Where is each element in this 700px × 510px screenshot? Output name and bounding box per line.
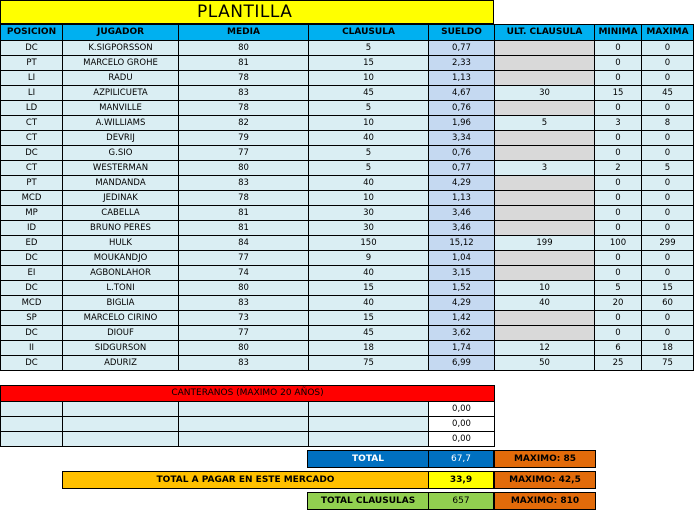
- player-minima[interactable]: 3: [595, 116, 642, 131]
- player-media[interactable]: 81: [179, 206, 309, 221]
- player-jugador[interactable]: BRUNO PERES: [63, 221, 179, 236]
- player-clausula[interactable]: 45: [309, 326, 429, 341]
- player-media[interactable]: 77: [179, 146, 309, 161]
- player-maxima[interactable]: 60: [642, 296, 694, 311]
- player-clausula[interactable]: 15: [309, 281, 429, 296]
- canteranos-table: [0, 385, 495, 447]
- player-media[interactable]: 73: [179, 311, 309, 326]
- player-clausula[interactable]: 15: [309, 56, 429, 71]
- player-sueldo[interactable]: 3,46: [429, 221, 495, 236]
- header-clausula[interactable]: CLAUSULA: [309, 25, 429, 41]
- player-maxima[interactable]: 45: [642, 86, 694, 101]
- player-sueldo[interactable]: 3,34: [429, 131, 495, 146]
- player-ult-clausula[interactable]: [495, 176, 595, 191]
- player-media[interactable]: 80: [179, 281, 309, 296]
- player-clausula[interactable]: 5: [309, 146, 429, 161]
- player-maxima[interactable]: 0: [642, 221, 694, 236]
- player-sueldo[interactable]: 6,99: [429, 356, 495, 371]
- player-minima[interactable]: 6: [595, 341, 642, 356]
- player-maxima[interactable]: 0: [642, 266, 694, 281]
- player-ult-clausula[interactable]: 5: [495, 116, 595, 131]
- canteranos-row: [1, 402, 495, 417]
- canteranos-row: [1, 417, 495, 432]
- player-jugador[interactable]: MARCELO GROHE: [63, 56, 179, 71]
- player-media[interactable]: 82: [179, 116, 309, 131]
- table-row: [1, 176, 694, 191]
- player-posicion[interactable]: CT: [1, 161, 63, 176]
- player-maxima[interactable]: 0: [642, 311, 694, 326]
- player-posicion[interactable]: DC: [1, 146, 63, 161]
- player-media[interactable]: 74: [179, 266, 309, 281]
- player-jugador[interactable]: A.WILLIAMS: [63, 116, 179, 131]
- player-sueldo[interactable]: 1,13: [429, 191, 495, 206]
- player-media[interactable]: 83: [179, 86, 309, 101]
- table-row: [1, 41, 694, 56]
- player-sueldo[interactable]: 0,76: [429, 146, 495, 161]
- canteranos-cell[interactable]: [309, 417, 429, 432]
- sheet-title: [0, 0, 494, 24]
- player-posicion[interactable]: LI: [1, 86, 63, 101]
- player-sueldo[interactable]: 4,29: [429, 176, 495, 191]
- player-jugador[interactable]: MANDANDA: [63, 176, 179, 191]
- player-sueldo[interactable]: 1,52: [429, 281, 495, 296]
- table-row: [1, 206, 694, 221]
- player-clausula[interactable]: 30: [309, 221, 429, 236]
- player-jugador[interactable]: K.SIGPORSSON: [63, 41, 179, 56]
- table-row: [1, 116, 694, 131]
- player-ult-clausula[interactable]: [495, 221, 595, 236]
- player-media[interactable]: 78: [179, 101, 309, 116]
- player-clausula[interactable]: 45: [309, 86, 429, 101]
- player-clausula[interactable]: 9: [309, 251, 429, 266]
- player-maxima[interactable]: 0: [642, 176, 694, 191]
- player-minima[interactable]: 0: [595, 176, 642, 191]
- player-sueldo[interactable]: 3,62: [429, 326, 495, 341]
- canteranos-cell[interactable]: [309, 432, 429, 447]
- total-max: MAXIMO: 85: [494, 450, 596, 468]
- player-maxima[interactable]: 0: [642, 251, 694, 266]
- player-posicion[interactable]: LD: [1, 101, 63, 116]
- player-clausula[interactable]: 10: [309, 71, 429, 86]
- player-maxima[interactable]: 0: [642, 131, 694, 146]
- player-minima[interactable]: 0: [595, 131, 642, 146]
- player-maxima[interactable]: 18: [642, 341, 694, 356]
- player-posicion[interactable]: EI: [1, 266, 63, 281]
- player-minima[interactable]: 0: [595, 101, 642, 116]
- player-minima[interactable]: 20: [595, 296, 642, 311]
- table-row: [1, 311, 694, 326]
- player-jugador[interactable]: MOUKANDJO: [63, 251, 179, 266]
- pagar-label: TOTAL A PAGAR EN ESTE MERCADO: [62, 471, 429, 489]
- header-sueldo[interactable]: SUELDO: [429, 25, 495, 41]
- player-clausula[interactable]: 5: [309, 41, 429, 56]
- player-ult-clausula[interactable]: 12: [495, 341, 595, 356]
- player-ult-clausula[interactable]: [495, 266, 595, 281]
- clausulas-max: MAXIMO: 810: [494, 492, 596, 510]
- canteranos-cell[interactable]: [179, 432, 309, 447]
- player-jugador[interactable]: CABELLA: [63, 206, 179, 221]
- player-maxima[interactable]: 5: [642, 161, 694, 176]
- table-row: [1, 101, 694, 116]
- player-clausula[interactable]: 5: [309, 161, 429, 176]
- player-media[interactable]: 81: [179, 56, 309, 71]
- player-minima[interactable]: 5: [595, 281, 642, 296]
- player-ult-clausula[interactable]: [495, 191, 595, 206]
- sheet-title-text: PLANTILLA: [197, 2, 293, 22]
- player-posicion[interactable]: MP: [1, 206, 63, 221]
- player-minima[interactable]: 0: [595, 311, 642, 326]
- player-posicion[interactable]: ID: [1, 221, 63, 236]
- player-maxima[interactable]: 299: [642, 236, 694, 251]
- player-minima[interactable]: 0: [595, 221, 642, 236]
- player-minima[interactable]: 0: [595, 266, 642, 281]
- player-jugador[interactable]: BIGLIA: [63, 296, 179, 311]
- player-ult-clausula[interactable]: [495, 56, 595, 71]
- player-sueldo[interactable]: 1,96: [429, 116, 495, 131]
- player-minima[interactable]: 0: [595, 56, 642, 71]
- header-media[interactable]: MEDIA: [179, 25, 309, 41]
- pagar-value[interactable]: 33,9: [428, 471, 494, 489]
- player-posicion[interactable]: ED: [1, 236, 63, 251]
- player-media[interactable]: 80: [179, 41, 309, 56]
- player-minima[interactable]: 0: [595, 326, 642, 341]
- player-sueldo[interactable]: 4,67: [429, 86, 495, 101]
- player-ult-clausula[interactable]: [495, 131, 595, 146]
- player-sueldo[interactable]: 1,42: [429, 311, 495, 326]
- player-ult-clausula[interactable]: [495, 146, 595, 161]
- player-media[interactable]: 80: [179, 341, 309, 356]
- canteranos-sueldo[interactable]: 0,00: [429, 402, 495, 417]
- player-posicion[interactable]: PT: [1, 176, 63, 191]
- player-sueldo[interactable]: 1,04: [429, 251, 495, 266]
- table-row: [1, 161, 694, 176]
- header-maxima[interactable]: MAXIMA: [642, 25, 694, 41]
- player-clausula[interactable]: 75: [309, 356, 429, 371]
- canteranos-cell[interactable]: [63, 417, 179, 432]
- player-minima[interactable]: 0: [595, 251, 642, 266]
- player-ult-clausula[interactable]: 30: [495, 86, 595, 101]
- player-minima[interactable]: 0: [595, 191, 642, 206]
- player-clausula[interactable]: 30: [309, 206, 429, 221]
- player-sueldo[interactable]: 1,74: [429, 341, 495, 356]
- player-posicion[interactable]: LI: [1, 71, 63, 86]
- player-maxima[interactable]: 0: [642, 326, 694, 341]
- canteranos-cell[interactable]: [1, 402, 63, 417]
- canteranos-sueldo[interactable]: 0,00: [429, 432, 495, 447]
- player-clausula[interactable]: 150: [309, 236, 429, 251]
- player-maxima[interactable]: 0: [642, 71, 694, 86]
- player-posicion[interactable]: CT: [1, 116, 63, 131]
- player-posicion[interactable]: MCD: [1, 191, 63, 206]
- player-jugador[interactable]: JEDINAK: [63, 191, 179, 206]
- player-ult-clausula[interactable]: 50: [495, 356, 595, 371]
- player-posicion[interactable]: SP: [1, 311, 63, 326]
- canteranos-cell[interactable]: [179, 402, 309, 417]
- player-clausula[interactable]: 15: [309, 311, 429, 326]
- table-row: [1, 71, 694, 86]
- canteranos-cell[interactable]: [1, 417, 63, 432]
- clausulas-value[interactable]: 657: [428, 492, 494, 510]
- total-value[interactable]: 67,7: [428, 450, 494, 468]
- player-media[interactable]: 78: [179, 191, 309, 206]
- player-ult-clausula[interactable]: [495, 311, 595, 326]
- player-sueldo[interactable]: 2,33: [429, 56, 495, 71]
- player-minima[interactable]: 25: [595, 356, 642, 371]
- player-clausula[interactable]: 40: [309, 296, 429, 311]
- table-row: [1, 221, 694, 236]
- canteranos-cell[interactable]: [1, 432, 63, 447]
- player-jugador[interactable]: AGBONLAHOR: [63, 266, 179, 281]
- table-row: [1, 191, 694, 206]
- player-minima[interactable]: 2: [595, 161, 642, 176]
- player-posicion[interactable]: DC: [1, 356, 63, 371]
- player-jugador[interactable]: SIDGURSON: [63, 341, 179, 356]
- header-posicion[interactable]: POSICION: [1, 25, 63, 41]
- player-clausula[interactable]: 40: [309, 176, 429, 191]
- player-posicion[interactable]: DC: [1, 251, 63, 266]
- total-label: TOTAL: [307, 450, 429, 468]
- player-media[interactable]: 77: [179, 251, 309, 266]
- player-jugador[interactable]: WESTERMAN: [63, 161, 179, 176]
- player-minima[interactable]: 15: [595, 86, 642, 101]
- canteranos-title: CANTERANOS (MAXIMO 20 AÑOS): [1, 386, 495, 402]
- player-ult-clausula[interactable]: 3: [495, 161, 595, 176]
- canteranos-cell[interactable]: [63, 432, 179, 447]
- player-sueldo[interactable]: 3,46: [429, 206, 495, 221]
- table-row: [1, 56, 694, 71]
- player-ult-clausula[interactable]: 10: [495, 281, 595, 296]
- player-maxima[interactable]: 8: [642, 116, 694, 131]
- squad-table: [0, 24, 694, 371]
- player-maxima[interactable]: 0: [642, 101, 694, 116]
- table-row: [1, 131, 694, 146]
- player-jugador[interactable]: G.SIO: [63, 146, 179, 161]
- player-jugador[interactable]: MARCELO CIRINO: [63, 311, 179, 326]
- player-jugador[interactable]: MANVILLE: [63, 101, 179, 116]
- table-row: [1, 326, 694, 341]
- player-media[interactable]: 84: [179, 236, 309, 251]
- player-maxima[interactable]: 0: [642, 206, 694, 221]
- player-ult-clausula[interactable]: [495, 71, 595, 86]
- player-sueldo[interactable]: 15,12: [429, 236, 495, 251]
- player-media[interactable]: 83: [179, 296, 309, 311]
- player-posicion[interactable]: DC: [1, 281, 63, 296]
- player-minima[interactable]: 0: [595, 41, 642, 56]
- player-ult-clausula[interactable]: 199: [495, 236, 595, 251]
- player-jugador[interactable]: AZPILICUETA: [63, 86, 179, 101]
- player-ult-clausula[interactable]: [495, 326, 595, 341]
- player-maxima[interactable]: 0: [642, 191, 694, 206]
- player-sueldo[interactable]: 0,77: [429, 41, 495, 56]
- player-clausula[interactable]: 40: [309, 266, 429, 281]
- player-ult-clausula[interactable]: [495, 206, 595, 221]
- player-minima[interactable]: 0: [595, 71, 642, 86]
- table-row: [1, 146, 694, 161]
- player-sueldo[interactable]: 4,29: [429, 296, 495, 311]
- player-ult-clausula[interactable]: [495, 41, 595, 56]
- player-posicion[interactable]: DC: [1, 41, 63, 56]
- player-clausula[interactable]: 10: [309, 191, 429, 206]
- player-maxima[interactable]: 0: [642, 146, 694, 161]
- canteranos-sueldo[interactable]: 0,00: [429, 417, 495, 432]
- player-maxima[interactable]: 0: [642, 41, 694, 56]
- header-minima[interactable]: MINIMA: [595, 25, 642, 41]
- player-clausula[interactable]: 10: [309, 116, 429, 131]
- header-jugador[interactable]: JUGADOR: [63, 25, 179, 41]
- player-media[interactable]: 78: [179, 71, 309, 86]
- player-media[interactable]: 81: [179, 221, 309, 236]
- player-maxima[interactable]: 75: [642, 356, 694, 371]
- clausulas-label: TOTAL CLAUSULAS: [307, 492, 429, 510]
- canteranos-row: [1, 432, 495, 447]
- player-clausula[interactable]: 18: [309, 341, 429, 356]
- player-ult-clausula[interactable]: [495, 101, 595, 116]
- player-media[interactable]: 79: [179, 131, 309, 146]
- player-media[interactable]: 83: [179, 176, 309, 191]
- player-jugador[interactable]: L.TONI: [63, 281, 179, 296]
- player-clausula[interactable]: 40: [309, 131, 429, 146]
- header-ult-clausula[interactable]: ULT. CLAUSULA: [495, 25, 595, 41]
- player-jugador[interactable]: DIOUF: [63, 326, 179, 341]
- player-sueldo[interactable]: 3,15: [429, 266, 495, 281]
- table-row: [1, 341, 694, 356]
- player-jugador[interactable]: RADU: [63, 71, 179, 86]
- table-row: [1, 296, 694, 311]
- player-maxima[interactable]: 15: [642, 281, 694, 296]
- canteranos-header-row: [1, 386, 495, 402]
- player-jugador[interactable]: DEVRIJ: [63, 131, 179, 146]
- player-sueldo[interactable]: 1,13: [429, 71, 495, 86]
- player-posicion[interactable]: II: [1, 341, 63, 356]
- player-maxima[interactable]: 0: [642, 56, 694, 71]
- canteranos-cell[interactable]: [63, 402, 179, 417]
- player-media[interactable]: 80: [179, 161, 309, 176]
- table-row: [1, 236, 694, 251]
- pagar-max: MAXIMO: 42,5: [494, 471, 596, 489]
- table-row: [1, 281, 694, 296]
- player-ult-clausula[interactable]: [495, 251, 595, 266]
- player-posicion[interactable]: MCD: [1, 296, 63, 311]
- player-ult-clausula[interactable]: 40: [495, 296, 595, 311]
- table-row: [1, 86, 694, 101]
- table-row: [1, 251, 694, 266]
- table-row: [1, 266, 694, 281]
- player-minima[interactable]: 100: [595, 236, 642, 251]
- header-row: [1, 25, 694, 41]
- player-sueldo[interactable]: 0,77: [429, 161, 495, 176]
- player-minima[interactable]: 0: [595, 146, 642, 161]
- player-posicion[interactable]: DC: [1, 326, 63, 341]
- player-media[interactable]: 83: [179, 356, 309, 371]
- canteranos-cell[interactable]: [309, 402, 429, 417]
- player-posicion[interactable]: PT: [1, 56, 63, 71]
- player-jugador[interactable]: HULK: [63, 236, 179, 251]
- player-sueldo[interactable]: 0,76: [429, 101, 495, 116]
- player-media[interactable]: 77: [179, 326, 309, 341]
- player-clausula[interactable]: 5: [309, 101, 429, 116]
- canteranos-cell[interactable]: [179, 417, 309, 432]
- table-row: [1, 356, 694, 371]
- player-posicion[interactable]: CT: [1, 131, 63, 146]
- player-jugador[interactable]: ADURIZ: [63, 356, 179, 371]
- player-minima[interactable]: 0: [595, 206, 642, 221]
